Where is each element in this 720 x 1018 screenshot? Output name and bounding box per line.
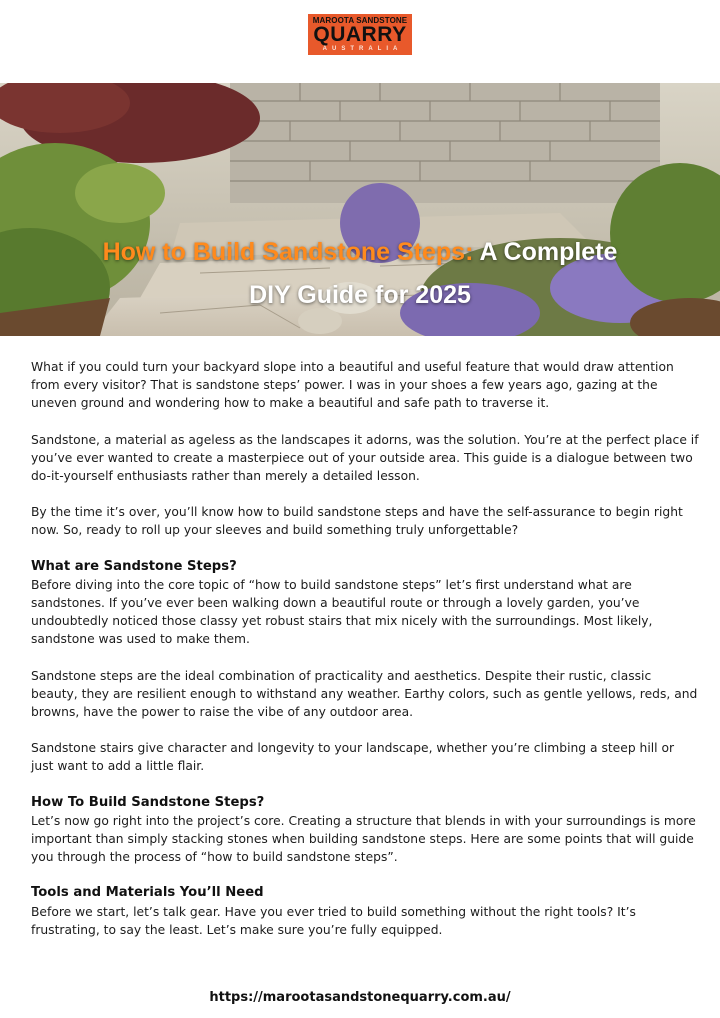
article-body: [31, 358, 699, 957]
footer-url-link[interactable]: https://marootasandstonequarry.com.au/: [209, 990, 511, 1005]
brand-logo: [308, 14, 412, 55]
intro-paragraph-1: What if you could turn your backyard slope into a beautiful and useful feature that would draw attention from every visitor? That is sandstone steps’ power. I was in your shoes a few years ago, gazing at the uneven ground and wondering how to make a beautiful and safe path to traverse it.: [31, 360, 674, 411]
section-1-paragraph-1: Before diving into the core topic of “how to build sandstone steps” let’s first understand what are sandstones. If you’ve ever been walking down a beautiful route or through a lovely garden, you’ve undoubtedly noticed those classy yet robust stairs that mix nicely with the surroundings. Most likely, sandstone was used to make them.: [31, 577, 653, 647]
logo-line-1: MAROOTA SANDSTONE: [312, 16, 408, 25]
logo-line-2: QUARRY: [313, 23, 407, 46]
section-3-paragraph-1: Before we start, let’s talk gear. Have you ever tried to build something without the right tools? It’s frustrating, to say the least. Let’s make sure you’re fully equipped.: [31, 904, 636, 937]
hero-title-line-2: DIY Guide for 2025: [249, 281, 471, 309]
hero-title-highlight: How to Build Sandstone Steps:: [102, 238, 474, 266]
intro-paragraph-2: Sandstone, a material as ageless as the landscapes it adorns, was the solution. You’re at the perfect place if you’ve ever wanted to create a masterpiece out of your outside area. This guide is a dialogue between two do-it-yourself enthusiasts rather than merely a detailed lesson.: [31, 432, 699, 484]
hero-title-rest: A Complete: [473, 238, 618, 266]
section-heading-what-are: What are Sandstone Steps?: [31, 558, 237, 574]
hero-title: [0, 231, 720, 317]
hero-banner: [0, 83, 720, 336]
section-heading-tools: Tools and Materials You’ll Need: [31, 885, 264, 901]
section-1-paragraph-2: Sandstone steps are the ideal combination of practicality and aesthetics. Despite their rustic, classic beauty, they are resilient enough to withstand any weather. Earthy colors, such as gentle yellows, reds, and browns, have the power to raise the vibe of any outdoor area.: [31, 668, 698, 720]
section-heading-how-to: How To Build Sandstone Steps?: [31, 794, 265, 810]
section-2-paragraph-1: Let’s now go right into the project’s core. Creating a structure that blends in with your surroundings is more important than simply stacking stones when building sandstone steps. Here are some points that will guide you through the process of “how to build sandstone steps”.: [31, 813, 696, 865]
logo-line-3: AUSTRALIA: [322, 46, 403, 52]
section-1-paragraph-3: Sandstone stairs give character and longevity to your landscape, whether you’re climbing a steep hill or just want to add a little flair.: [31, 741, 675, 774]
intro-paragraph-3: By the time it’s over, you’ll know how to build sandstone steps and have the self-assurance to begin right now. So, ready to roll up your sleeves and build something truly unforgettable?: [31, 505, 683, 538]
